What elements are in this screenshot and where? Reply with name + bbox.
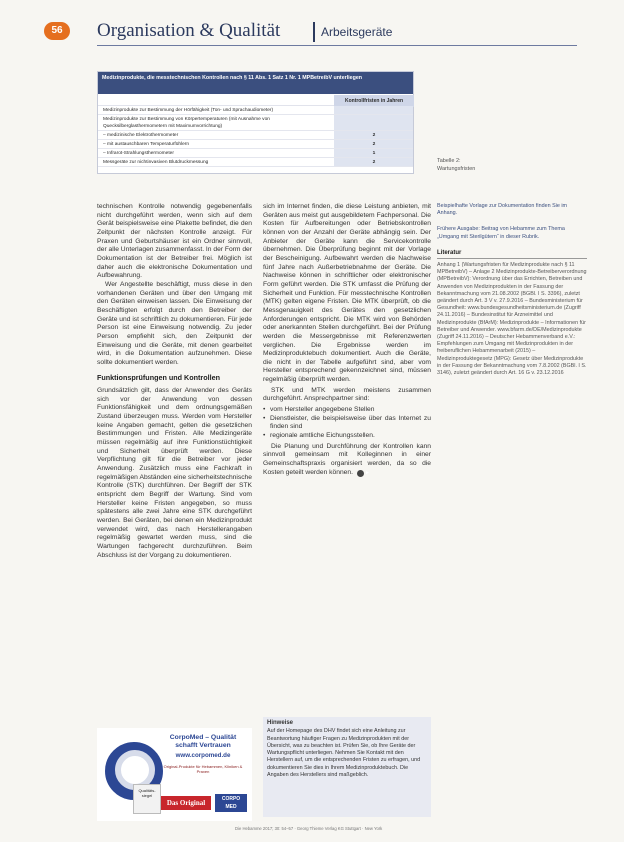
table-caption-label: Tabelle 2: [437, 158, 461, 164]
table-cell-value: 2 [334, 158, 413, 166]
table-row [98, 106, 413, 115]
page-footer: Die Hebamme 2017; 30: 54–57 · Georg Thieme Verlag KG Stuttgart · New York [235, 826, 383, 831]
list-item: • regionale amtliche Eichungsstellen. [263, 432, 431, 441]
paragraph: Wer Angestellte beschäftigt, muss diese in den vorhandenen Geräten und über den Umgang mit den Geräten einweisen lassen. Die Einweisung der Beschäftigten erfolgt durch den Betreiber der Geräte und ist schriftlich zu dokumentieren. Für jede Person ist eine Einweisung notwendig. Zu jeder Person empfiehlt sich, den Zeitpunkt der Einweisung und die Geräte, mit denen gearbeitet wird, in die Dokumentation aufzunehmen. Diese sollte dokumentiert werden. [97, 280, 252, 366]
table-cell-label: Medizinprodukte zur Bestimmung von Körpertemperaturen (mit Ausnahme von Quecksilberglasthermometern mit Maximumvorrichtung) [103, 117, 270, 129]
ad-subtext: Original-Produkte für Hebammen, Kliniken & Praxen [163, 764, 243, 774]
page-number: 56 [44, 22, 70, 40]
table-row [98, 149, 413, 158]
article-column-1 [97, 203, 252, 708]
paragraph: STK und MTK werden meistens zusammen durchgeführt. Ansprechpartner sind: [263, 386, 431, 403]
corpomed-advertisement[interactable] [97, 728, 252, 821]
table-row [98, 115, 413, 131]
table-caption-text: Wartungsfristen [437, 166, 476, 172]
sidebar-note: Beispielhafte Vorlage zur Dokumentation finden Sie im Anhang. [437, 203, 568, 217]
section-title: Arbeitsgeräte [321, 25, 393, 39]
quality-seal-icon: Qualitäts-siegel [133, 784, 161, 814]
logo-text: MED [225, 804, 237, 810]
ad-headline-line: CorpoMed – Qualität [169, 734, 237, 741]
table-cell-value [334, 115, 413, 130]
header-rule [97, 45, 577, 46]
ad-headline-line: schafft Vertrauen [175, 742, 231, 749]
header-divider [313, 22, 315, 42]
table-cell-value: 2 [334, 140, 413, 148]
maintenance-table [97, 71, 414, 174]
table-row [98, 140, 413, 149]
section-heading: Funktionsprüfungen und Kontrollen [97, 373, 220, 383]
references-list: Anhang 1 (Wartungsfristen für Medizinprodukte nach § 11 MPBetreibV) – Anlage 2 Medizinprodukte-Betreiberverordnung (MPBetreibV): Verordnung über das Errichten, Betreiben und Anwenden von Medizinprodukten in der Fassung der Bekanntmachung vom 21.08.2002 (BGBl. I S. 3396), zuletzt geändert durch Art. 3 V v. 27.9.2016 – Bundesministerium für Gesundheit: www.bundesgesundheitsministerium.de (Zugriff 24.11.2016) – Bundesinstitut für Arzneimittel und Medizinprodukte (BfArM): Medizinprodukte – Informationen für Betreiber und Anwender. www.bfarm.de/DE/Medizinprodukte (Zugriff 24.11.2016) – Deutscher Hebammenverband e.V.: Empfehlungen zum Umgang mit Medizinprodukten in der freiberuflichen Hebammenarbeit (2015) – Medizinproduktegesetz (MPG): Gesetz über Medizinprodukte in der Fassung der Bekanntmachung vom 7.8.2002 (BGBl. I S. 3146), zuletzt geändert durch Art. 16 G v. 23.12.2016 [437, 262, 587, 377]
paragraph: sich im Internet finden, die diese Leistung anbieten, mit Geräten aus meist gut ausgebildetem Fachpersonal. Die Kosten für Aufbereitungen oder Betriebskontrollen können von der Anzahl der Geräte abhängig sein. Der Anbieter der Geräte kann die Servicekontrolle übernehmen. Die Überprüfung beginnt mit der Vorlage der Bescheinigung. Aufbewahrt werden die Nachweise fünf Jahre nach Außerbetriebnahme der Geräte. Die Nachweise können in schriftlicher oder elektronischer Form geführt werden. Die STK umfasst die Prüfung der Sicherheit und Funktion. Für messtechnische Kontrollen (MTK) gelten eigene Fristen. Die MTK überprüft, ob die Messgenauigkeit des Gerätes den gesetzlichen Anforderungen entspricht. Die MTK wird von Behörden oder anerkannten Stellen durchgeführt. Bei der Prüfung werden die Messergebnisse mit Referenzwerten verglichen. Die Ergebnisse werden im Medizinproduktebuch dokumentiert. Auch die Geräte, die nicht in der Tabelle aufgeführt sind, aber vom Hersteller entsprechend gekennzeichnet sind, müssen regelmäßig überprüft werden. [263, 203, 431, 384]
hint-box [263, 717, 431, 817]
sidebar-column [437, 203, 587, 377]
sidebar-note: Frühere Ausgabe: Beitrag von Hebamme zum Thema „Umgang mit Sterilgütern“ in dieser Rubrik. [437, 226, 565, 240]
table-cell-label: – medizinische Elektrothermometer [103, 133, 179, 138]
continue-arrow-icon: ► [357, 470, 364, 477]
table-column-header-row [98, 94, 413, 106]
table-cell-label: – mit austauschbaren Temperaturfühlern [103, 142, 190, 147]
table-cell-value [334, 106, 413, 114]
original-badge: Das Original [161, 796, 211, 810]
ad-headline [157, 734, 249, 750]
references-heading: Literatur [437, 250, 587, 259]
hint-heading: Hinweise [267, 720, 294, 726]
paragraph: Grundsätzlich gilt, dass der Anwender des Geräts sich vor der Anwendung von dessen Funktionsfähigkeit und dem ordnungsgemäßen Zustand überzeugen muss. Werden vom Hersteller keine Angaben gemacht, gelten die gesetzlichen Bestimmungen und Fristen. Alle Medizingeräte müssen regelmäßig auf ihre Funktionstüchtigkeit und Sicherheit überprüft werden. Diese Verpflichtung gilt für die Betreiber vor jeder Anwendung. Zusätzlich muss eine Fachkraft in regelmäßigen Abständen eine sicherheitstechnische Kontrolle (STK) durchführen. Der Begriff der STK entspricht dem Begriff der Wartung. Sind vom Hersteller keine Fristen angegeben, so muss spätestens alle zwei Jahre eine STK durchgeführt werden. Bei Geräten, bei denen ein Medizinprodukt verwendet wird, das nach Herstellerangaben regelmäßig gewartet werden muss, sind die Wartungen fachgerecht durchzuführen. Beim Abschluss ist der Vorgang zu dokumentieren. [97, 387, 252, 559]
table-cell-label: Medizinprodukte zur Bestimmung der Hörfähigkeit (Ton- und Sprachaudiometer) [103, 108, 274, 113]
logo-text: CORPO [221, 796, 241, 802]
table-cell-label: Messgeräte zur nichtinvasiven Blutdruckmessung [103, 160, 209, 165]
table-cell-label: – Infrarot-Strahlungsthermometer [103, 151, 174, 156]
contact-list [263, 406, 431, 441]
table-row [98, 131, 413, 140]
article-column-2 [263, 203, 431, 711]
table-heading: Medizinprodukte, die messtechnischen Kontrollen nach § 11 Abs. 1 Satz 1 Nr. 1 MPBetreibV unterliegen [98, 72, 413, 94]
table-caption [437, 157, 475, 173]
corpomed-logo [215, 794, 247, 812]
paragraph [263, 443, 431, 478]
table-row [98, 158, 413, 167]
hint-text: Auf der Homepage des DHV findet sich eine Anleitung zur Beantwortung häufiger Fragen zu Medizinprodukten mit der Übersicht, was zu beachten ist. Prüfen Sie, ob Ihre Geräte der Wartungspflicht unterliegen. Nehmen Sie Kontakt mit den Herstellern auf, um die entsprechenden Fristen zu erfragen, und dokumentieren Sie dies in Ihrem Medizinproduktebuch. Die Angaben des Herstellers sind maßgeblich. [267, 728, 421, 779]
ad-url-link[interactable]: www.corpomed.de [175, 752, 231, 759]
list-item: • Dienstleister, die beispielsweise über das Internet zu finden sind [263, 415, 431, 432]
paragraph-text: Die Planung und Durchführung der Kontrollen kann sinnvoll gemeinsam mit Kolleginnen in einer Gemeinschaftspraxis organisiert werden, da so die Kosten geteilt werden können. [263, 442, 431, 476]
paragraph: technischen Kontrolle notwendig gegebenenfalls nicht durchgeführt werden, wenn sich auf dem Gerät beispielsweise eine Plakette befindet, die den Zeitpunkt der nächsten Kontrolle anzeigt. Für Praxen und Geburtshäuser ist ein Ordner sinnvoll, der alle Unterlagen zusammenfasst. In der Form der Dokumentation ist der Betreiber frei. Möglich ist daher auch die elektronische Dokumentation und Aufbewahrung. [97, 203, 252, 280]
table-cell-value: 2 [334, 131, 413, 139]
page-title: Organisation & Qualität [97, 20, 281, 41]
table-column-header: Kontrollfristen in Jahren [334, 95, 414, 107]
table-cell-value: 1 [334, 149, 413, 157]
list-item: • vom Hersteller angegebene Stellen [263, 406, 431, 415]
